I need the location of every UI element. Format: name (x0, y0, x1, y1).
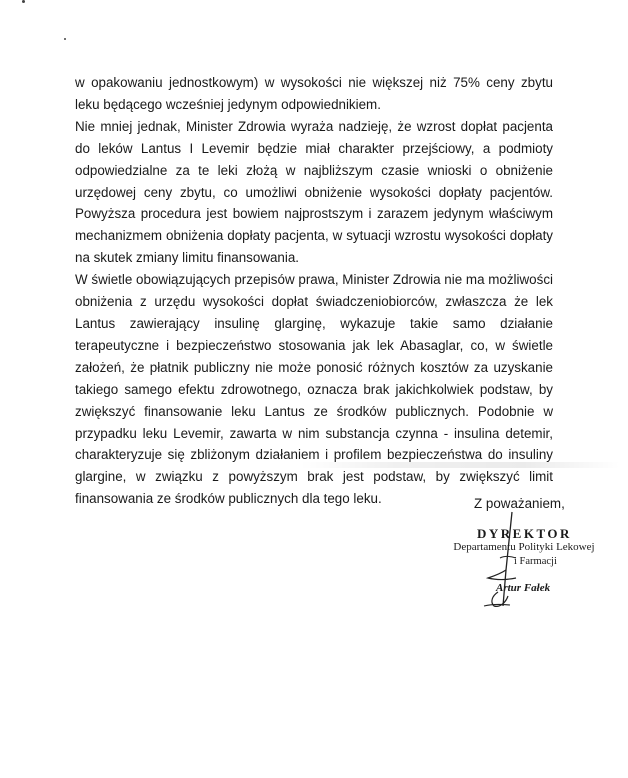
stamp-subdepartment: i Farmacji (514, 556, 557, 567)
stamp-name: Artur Fałek (496, 582, 551, 594)
closing-salutation: Z poważaniem, (474, 496, 565, 511)
scan-speck (64, 38, 66, 40)
letter-body (75, 72, 553, 510)
stamp-title: DYREKTOR (477, 526, 572, 541)
handwritten-signature (470, 510, 550, 620)
stamp-department: Departamentu Polityki Lekowej (453, 541, 595, 553)
scan-smudge (300, 462, 620, 468)
paragraph-2: Nie mniej jednak, Minister Zdrowia wyraża nadzieję, że wzrost dopłat pacjenta do leków Lantus I Levemir będzie miał charakter przejściowy, a podmioty odpowiedzialne za te leki złożą w najbliższym czasie wnioski o obniżenie urzędowej ceny zbytu, co umożliwi obniżenie wysokości dopłaty pacjentów. Powyższa procedura jest bowiem najprostszym i zarazem jedynym właściwym mechanizmem obniżenia dopłaty pacjenta, w sytuacji wzrostu wysokości dopłaty na skutek zmiany limitu finansowania. (75, 118, 553, 266)
paragraph-3: W świetle obowiązujących przepisów prawa, Minister Zdrowia nie ma możliwości obniżenia z urzędu wysokości dopłat świadczeniobiorców, zwłaszcza że lek Lantus zawierający insulinę glarginę, wykazuje takie samo działanie terapeutyczne i bezpieczeństwo stosowania jak lek Abasaglar, co, w świetle założeń, że płatnik publiczny nie może ponosić różnych kosztów za uzyskanie takiego samego efektu zdrowotnego, oznacza brak jakichkolwiek podstaw, by zwiększyć finansowanie leku Lantus ze środków publicznych. Podobnie w przypadku leku Levemir, zawarta w nim substancja czynna - insulina detemir, charakteryzuje się zbliżonym działaniem i profilem bezpieczeństwa do insuliny glargine, w związku z powyższym brak jest podstaw, by zwiększyć limit finansowania ze środków publicznych dla tego leku. (75, 272, 553, 507)
scan-speck (22, 0, 25, 3)
paragraph-1: w opakowaniu jednostkowym) w wysokości nie większej niż 75% ceny zbytu leku będącego wcześniej jedynym odpowiednikiem. (75, 75, 553, 112)
